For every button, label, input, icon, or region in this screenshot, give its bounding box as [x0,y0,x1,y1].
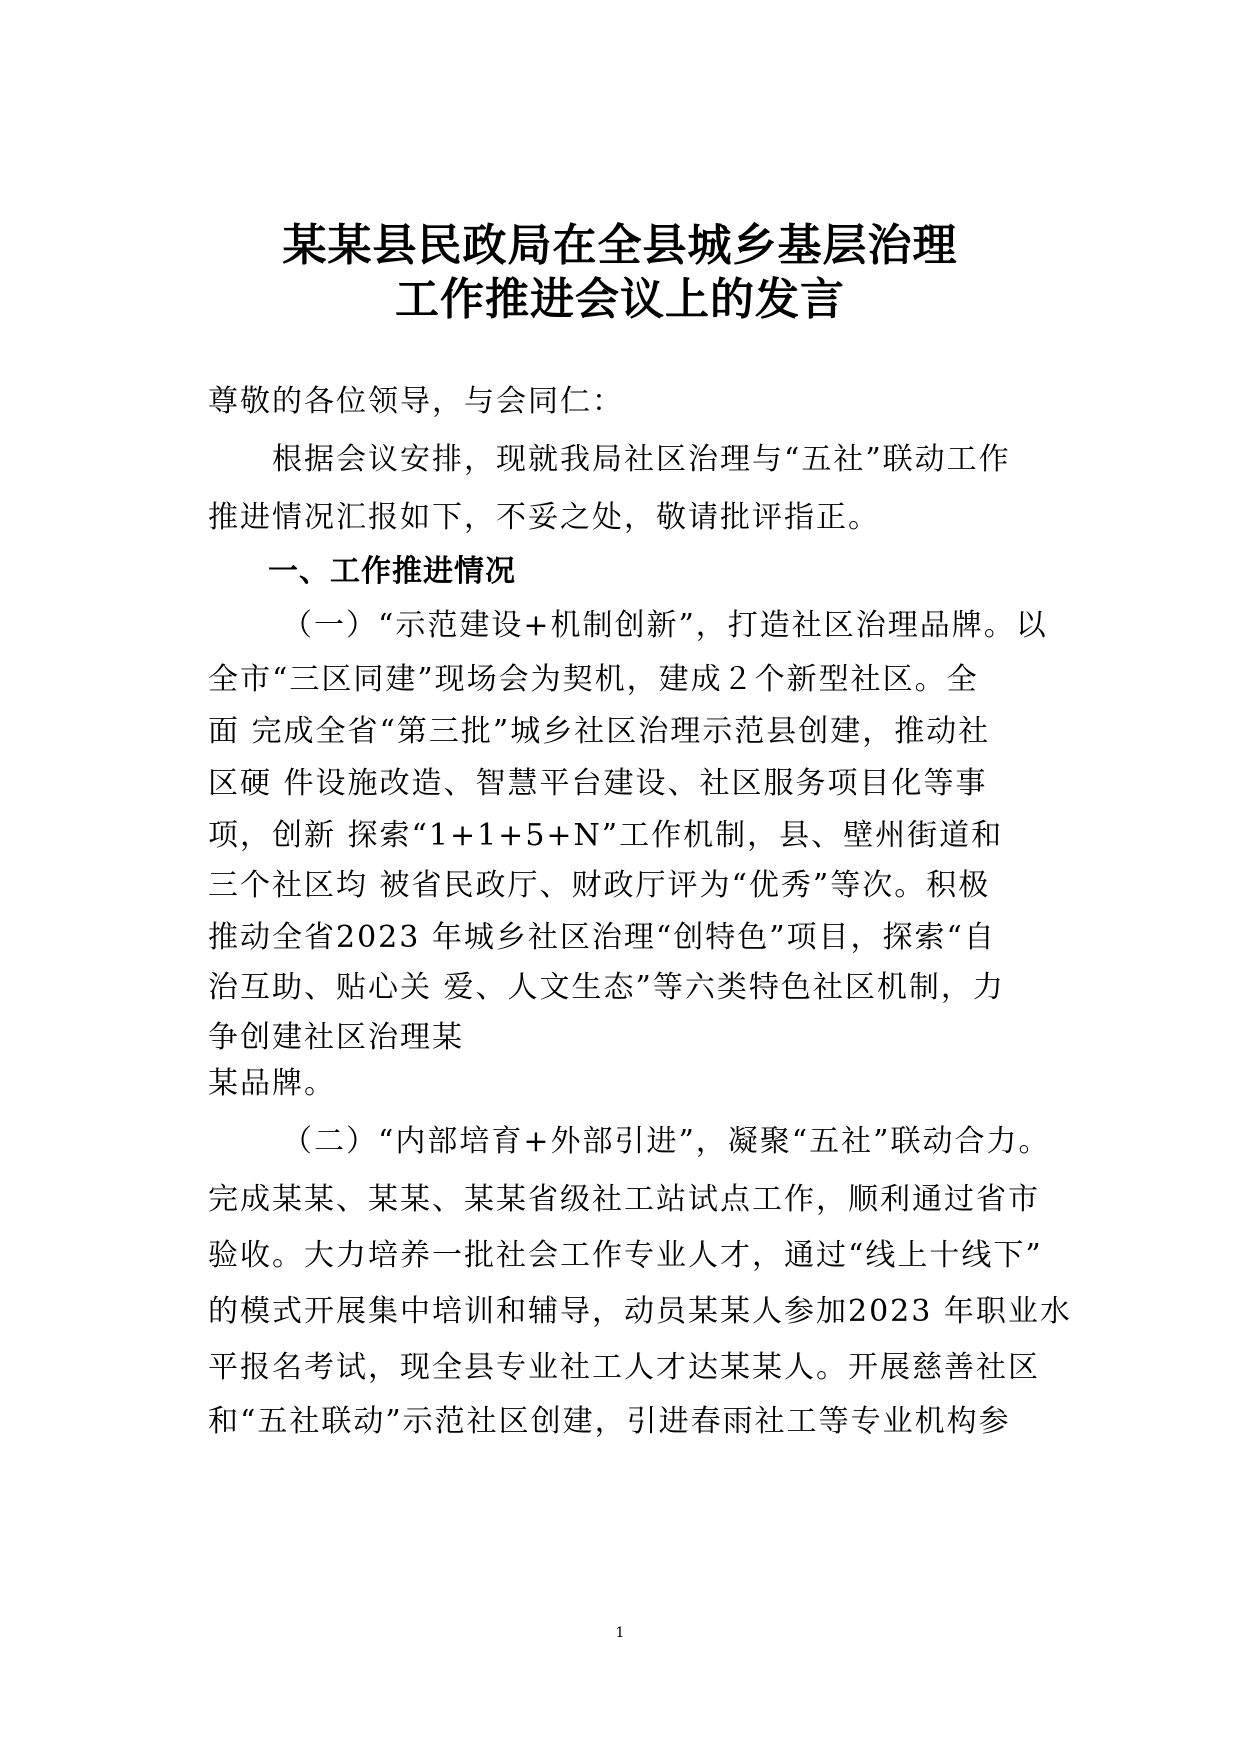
paragraph-line: 推动全省2023 年城乡社区治理“创特色”项目，探索“自 [208,920,996,955]
paragraph-line: 全市“三区同建”现场会为契机，建成２个新型社区。全 [208,662,979,697]
paragraph-line: 完成某某、某某、某某省级社工站试点工作，顺利通过省市 [208,1182,1040,1217]
salutation: 尊敬的各位领导，与会同仁： [208,384,624,419]
paragraph-line: 和“五社联动”示范社区创建，引进春雨社工等专业机构参 [208,1404,1011,1439]
paragraph-line: （一）“示范建设+机制创新”，打造社区治理品牌。以 [282,608,1048,643]
paragraph-line: 某品牌。 [208,1066,336,1101]
intro-line: 根据会议安排，现就我局社区治理与“五社”联动工作 [272,442,1011,477]
intro-line: 推进情况汇报如下，不妥之处，敬请批评指正。 [208,500,880,535]
paragraph-line: （二）“内部培育+外部引进”，凝聚“五社”联动合力。 [282,1124,1051,1159]
paragraph-line: 争创建社区治理某 [208,1020,464,1055]
paragraph-line: 治互助、贴心关 爱、人文生态”等六类特色社区机制，力 [208,970,1005,1005]
document-title-line-2: 工作推进会议上的发言 [395,274,845,325]
paragraph-line: 项，创新 探索“1+1+5+N”工作机制，县、壁州街道和 [208,818,1004,853]
section-heading: 一、工作推进情况 [268,554,516,589]
paragraph-line: 的模式开展集中培训和辅导，动员某某人参加2023 年职业水 [208,1294,1072,1329]
paragraph-line: 三个社区均 被省民政厅、财政厅评为“优秀”等次。积极 [208,868,991,903]
page-number: 1 [615,1625,625,1641]
paragraph-line: 平报名考试，现全县专业社工人才达某某人。开展慈善社区 [208,1350,1040,1385]
paragraph-line: 验收。大力培养一批社会工作专业人才，通过“线上十线下” [208,1238,1043,1273]
paragraph-line: 区硬 件设施改造、智慧平台建设、社区服务项目化等事 [208,766,988,801]
paragraph-line: 面 完成全省“第三批”城乡社区治理示范县创建，推动社 [208,714,991,749]
document-title-line-1: 某某县民政局在全县城乡基层治理 [282,220,958,271]
